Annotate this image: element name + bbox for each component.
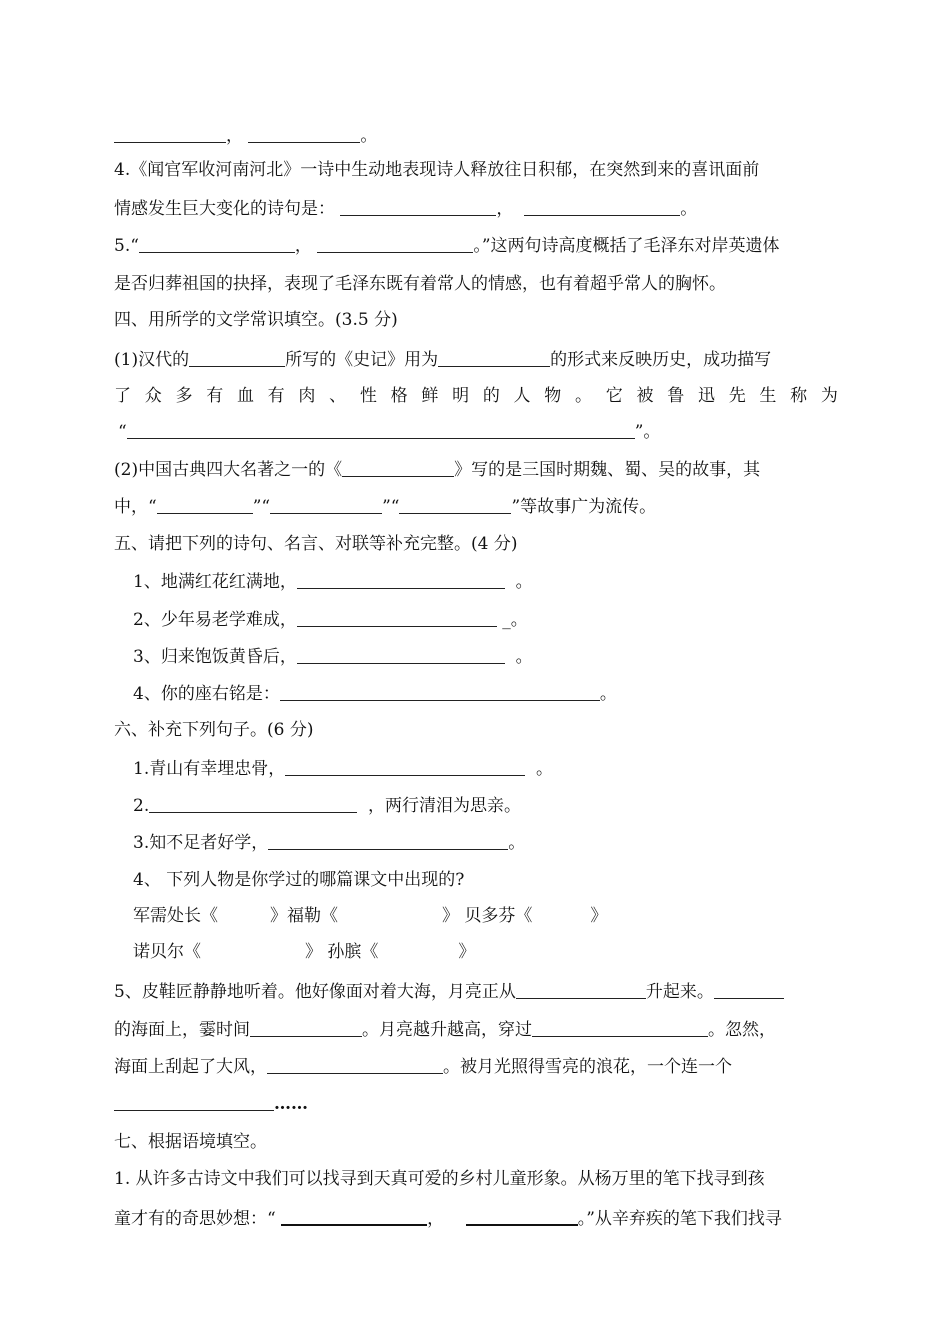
answer-blank[interactable] xyxy=(281,1206,427,1226)
sec6-row1: 军需处长《 》福勒《 》 贝多芬《 》 xyxy=(133,906,608,926)
answer-blank[interactable] xyxy=(297,645,505,664)
answer-blank[interactable] xyxy=(317,234,473,253)
sec5-item4: 4、你的座右铭是： 。 xyxy=(133,684,617,704)
answer-blank[interactable] xyxy=(267,1055,443,1074)
q5b-line4: …… xyxy=(114,1092,308,1116)
section5-title: 五、请把下列的诗句、名言、对联等补充完整。(4 分) xyxy=(114,534,518,554)
answer-blank[interactable] xyxy=(466,1206,578,1226)
section7-title: 七、根据语境填空。 xyxy=(114,1132,267,1152)
answer-blank[interactable] xyxy=(297,570,505,589)
sec6-s2: 2. ，两行清泪为思亲。 xyxy=(133,796,522,816)
sec5-item2: 2、少年易老学难成， _。 xyxy=(133,610,528,630)
q5b-line1: 5、皮鞋匠静静地听着。他好像面对着大海，月亮正从 升起来。 xyxy=(114,980,784,1004)
q4-line1: 4.《闻官军收河南河北》一诗中生动地表现诗人释放往日积郁，在突然到来的喜讯面前 xyxy=(114,160,760,180)
answer-blank[interactable] xyxy=(285,757,525,776)
answer-blank[interactable] xyxy=(342,458,454,477)
answer-blank[interactable] xyxy=(114,124,226,143)
answer-blank[interactable] xyxy=(139,234,295,253)
answer-blank[interactable] xyxy=(157,495,253,514)
answer-blank[interactable] xyxy=(297,608,497,627)
answer-blank[interactable] xyxy=(399,495,511,514)
section4-title: 四、用所学的文学常识填空。(3.5 分) xyxy=(114,310,398,330)
sec4-p1-line2: 了 众 多 有 血 有 肉 、 性 格 鲜 明 的 人 物 。 它 被 鲁 迅 先 生 称 为 xyxy=(114,386,838,406)
q5-line1: 5.“ ， 。”这两句诗高度概括了毛泽东对岸英遗体 xyxy=(114,236,780,256)
q3-answer-line: ， 。 xyxy=(114,124,377,148)
sec4-p1-line3: “ ”。 xyxy=(118,422,661,442)
sec6-s1: 1.青山有幸埋忠骨， 。 xyxy=(133,759,554,779)
answer-blank[interactable] xyxy=(114,1092,274,1111)
sec6-s3: 3.知不足者好学， 。 xyxy=(133,833,526,853)
answer-blank[interactable] xyxy=(127,420,635,439)
sec6-row2: 诺贝尔《 》 孙膑《 》 xyxy=(133,942,476,962)
answer-blank[interactable] xyxy=(524,197,680,216)
answer-blank[interactable] xyxy=(532,1018,708,1037)
answer-blank[interactable] xyxy=(189,348,285,367)
q5b-line3: 海面上刮起了大风， 。被月光照得雪亮的浪花，一个连一个 xyxy=(114,1057,732,1077)
sec6-s4: 4、 下列人物是你学过的哪篇课文中出现的? xyxy=(133,870,465,890)
answer-blank[interactable] xyxy=(714,980,784,999)
answer-blank[interactable] xyxy=(270,495,382,514)
sec5-item3: 3、归来饱饭黄昏后， 。 xyxy=(133,647,533,667)
answer-blank[interactable] xyxy=(340,197,496,216)
answer-blank[interactable] xyxy=(268,831,508,850)
answer-blank[interactable] xyxy=(250,1018,362,1037)
q4-line2: 情感发生巨大变化的诗句是： ， 。 xyxy=(114,199,698,219)
sec7-line2: 童才有的奇思妙想：“ ， 。”从辛弃疾的笔下我们找寻 xyxy=(114,1206,782,1231)
answer-blank[interactable] xyxy=(280,682,600,701)
answer-blank[interactable] xyxy=(248,124,360,143)
q5-line2: 是否归葬祖国的抉择，表现了毛泽东既有着常人的情感，也有着超乎常人的胸怀。 xyxy=(114,274,726,294)
section6-title: 六、补充下列句子。(6 分) xyxy=(114,720,314,740)
sec4-p1-line1: (1)汉代的 所写的《史记》用为 的形式来反映历史，成功描写 xyxy=(114,350,772,370)
q5b-line2: 的海面上，霎时间 。月亮越升越高，穿过 。忽然， xyxy=(114,1020,776,1040)
sec5-item1: 1、地满红花红满地， 。 xyxy=(133,572,533,592)
answer-blank[interactable] xyxy=(149,794,357,813)
sec4-p2-line1: (2)中国古典四大名著之一的《 》写的是三国时期魏、蜀、吴的故事，其 xyxy=(114,460,761,480)
sec7-line1: 1. 从许多古诗文中我们可以找寻到天真可爱的乡村儿童形象。从杨万里的笔下找寻到孩 xyxy=(114,1169,765,1189)
sec4-p2-line2: 中，“ ”“ ”“ ”等故事广为流传。 xyxy=(114,497,657,517)
answer-blank[interactable] xyxy=(516,980,646,999)
answer-blank[interactable] xyxy=(438,348,550,367)
